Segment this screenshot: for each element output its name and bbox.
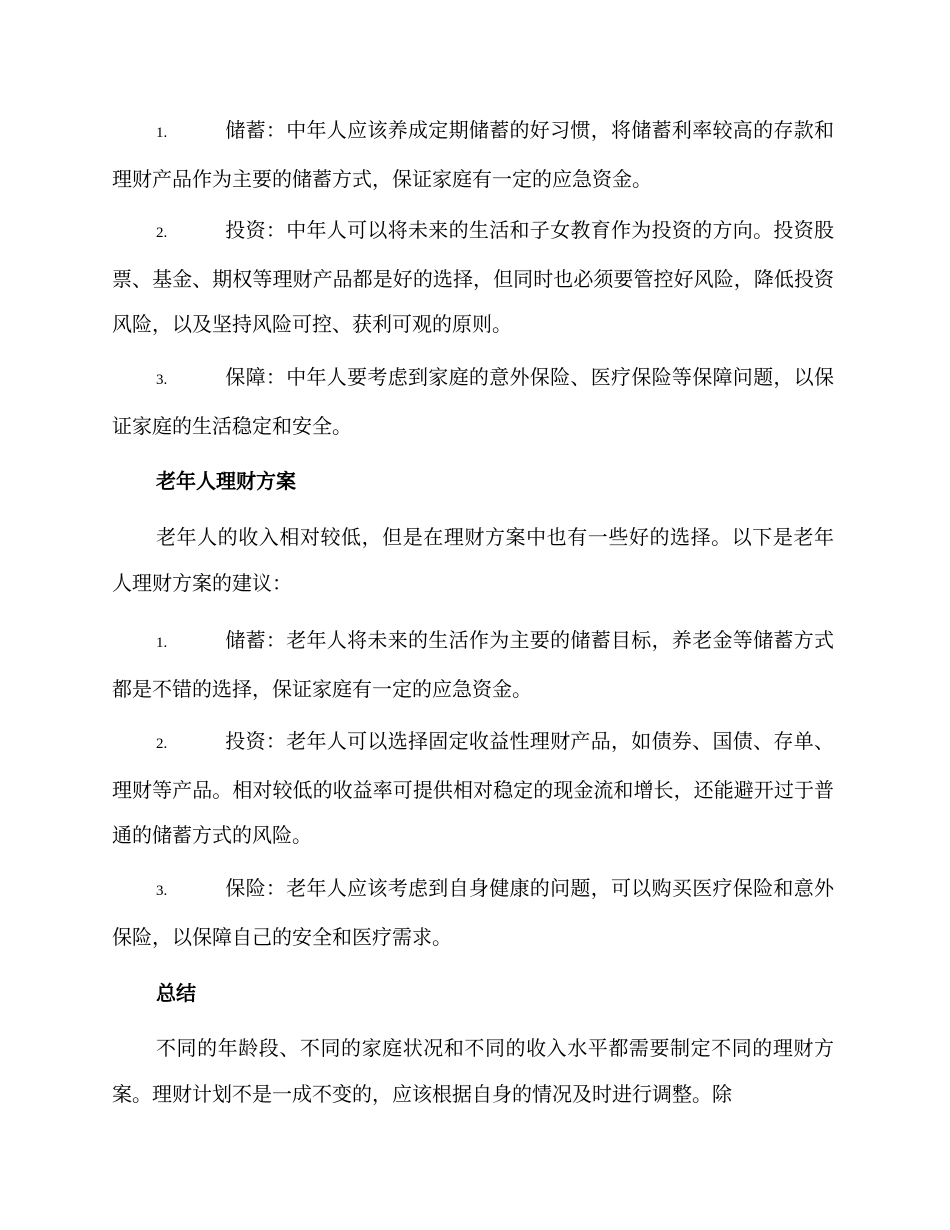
list-item-text: 储蓄：老年人将未来的生活作为主要的储蓄目标，养老金等储蓄方式都是不错的选择，保证家庭有一定的应急资金。 [112, 628, 834, 701]
list-item-text: 投资：老年人可以选择固定收益性理财产品，如债券、国债、存单、理财等产品。相对较低的收益率可提供相对稳定的现金流和增长，还能避开过于普通的储蓄方式的风险。 [112, 729, 834, 847]
summary-paragraph: 不同的年龄段、不同的家庭状况和不同的收入水平都需要制定不同的理财方案。理财计划不是一成不变的，应该根据自身的情况及时进行调整。除 [112, 1036, 834, 1106]
elderly-intro-paragraph: 老年人的收入相对较低，但是在理财方案中也有一些好的选择。以下是老年人理财方案的建议： [112, 525, 834, 595]
list-number: 2. [156, 736, 168, 752]
list-number: 1. [156, 635, 168, 651]
middle-age-item-3 [112, 355, 834, 449]
list-item-text: 投资：中年人可以将未来的生活和子女教育作为投资的方向。投资股票、基金、期权等理财产品都是好的选择，但同时也必须要管控好风险，降低投资风险，以及坚持风险可控、获利可观的原则。 [112, 218, 834, 336]
middle-age-item-2 [112, 208, 834, 348]
list-number: 1. [156, 125, 168, 141]
list-item-text: 储蓄：中年人应该养成定期储蓄的好习惯，将储蓄利率较高的存款和理财产品作为主要的储蓄方式，保证家庭有一定的应急资金。 [112, 118, 834, 191]
elderly-item-2 [112, 719, 834, 859]
section-heading-elderly: 老年人理财方案 [156, 469, 296, 493]
list-number: 3. [156, 883, 168, 899]
elderly-item-1 [112, 618, 834, 712]
elderly-item-3 [112, 866, 834, 960]
list-item-text: 保障：中年人要考虑到家庭的意外保险、医疗保险等保障问题，以保证家庭的生活稳定和安全。 [112, 365, 834, 438]
list-number: 2. [156, 225, 168, 241]
middle-age-item-1 [112, 108, 834, 202]
list-number: 3. [156, 372, 168, 388]
list-item-text: 保险：老年人应该考虑到自身健康的问题，可以购买医疗保险和意外保险，以保障自己的安全和医疗需求。 [112, 876, 834, 949]
section-heading-summary: 总结 [156, 981, 196, 1005]
